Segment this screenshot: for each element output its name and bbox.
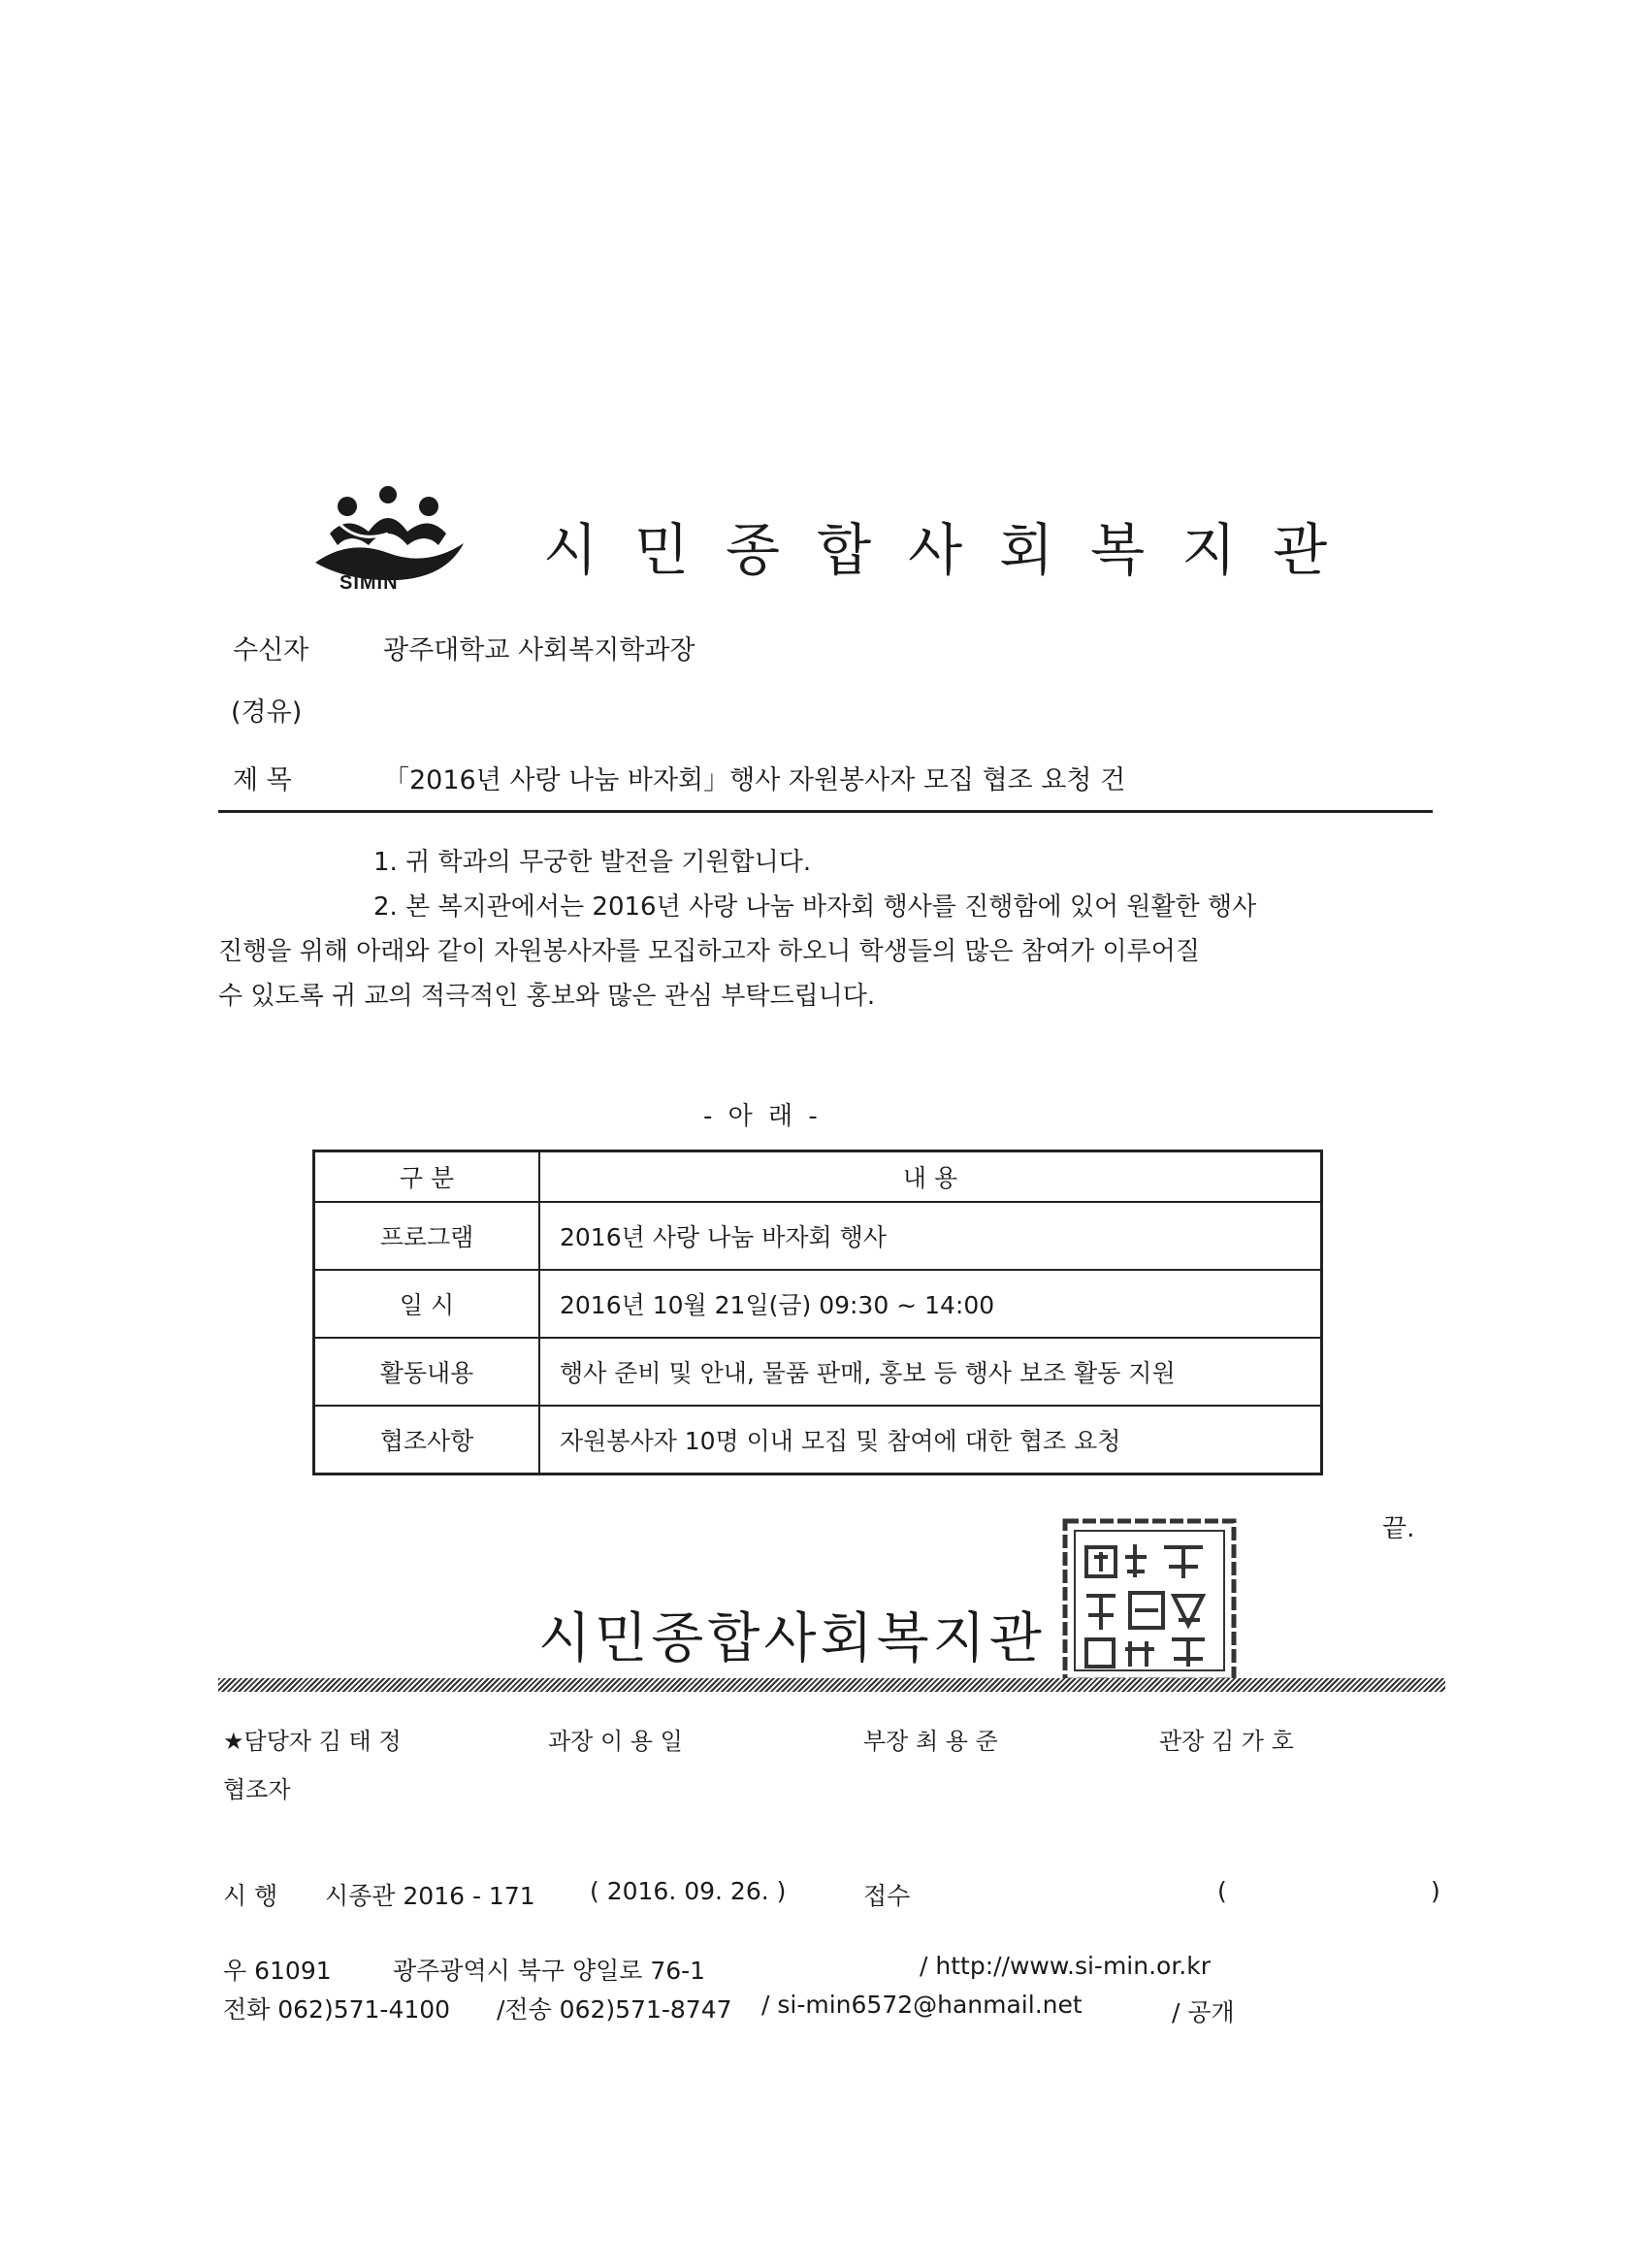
row-value: 행사 준비 및 안내, 물품 판매, 홍보 등 행사 보조 활동 지원 [539,1338,1322,1406]
table-header: 내 용 [539,1151,1322,1203]
recipient-value: 광주대학교 사회복지학과장 [383,635,695,665]
row-label: 일 시 [314,1270,540,1338]
via-label: (경유) [231,697,303,728]
paragraph-1: 1. 귀 학과의 무궁한 발전을 기원합니다. [373,848,812,877]
subject-label: 제 목 [233,765,292,795]
email-link[interactable]: / si-min6572@hanmail.net [761,1991,1083,2019]
row-label: 협조사항 [314,1406,540,1474]
table-row [314,1270,1322,1338]
row-label: 활동내용 [314,1338,540,1406]
postal-code: 우 61091 [223,1957,332,1985]
receipt-label: 접수 [863,1882,911,1910]
body-text [218,840,1421,1019]
staff-cooperator: 협조자 [223,1776,291,1803]
enforce-date: ( 2016. 09. 26. ) [590,1877,787,1905]
recipient-row [233,629,695,666]
paragraph-2-line-1: 2. 본 복지관에서는 2016년 사랑 나눔 바자회 행사를 진행함에 있어 원활한 행사 [373,892,1257,922]
row-value: 2016년 사랑 나눔 바자회 행사 [539,1202,1322,1270]
receipt-open: ( [1217,1877,1227,1905]
staff-manager: ★담당자 김 태 정 [223,1728,402,1755]
subject-value: 「2016년 사랑 나눔 바자회」행사 자원봉사자 모집 협조 요청 건 [383,765,1126,795]
staff-director: 부장 최 용 준 [863,1728,998,1755]
notice-label: - 아 래 - [703,1102,822,1131]
details-table [312,1150,1323,1475]
recipient-label: 수신자 [233,635,309,665]
logo-text: SIMIN [340,572,399,594]
signature-org-name: 시민종합사회복지관 [538,1607,1046,1670]
row-value: 2016년 10월 21일(금) 09:30 ~ 14:00 [539,1270,1322,1338]
staff-head: 관장 김 가 호 [1159,1728,1294,1755]
table-row [314,1406,1322,1474]
table-row [314,1338,1322,1406]
end-mark: 끝. [1382,1514,1415,1543]
row-label: 프로그램 [314,1202,540,1270]
address: 광주광역시 북구 양일로 76-1 [393,1957,706,1985]
org-title: 시민종합사회복지관 [543,517,1365,583]
website-link[interactable]: / http://www.si-min.or.kr [920,1952,1212,1980]
paragraph-2-line-2: 진행을 위해 아래와 같이 자원봉사자를 모집하고자 하오니 학생들의 많은 참여가 이루어질 [218,937,1200,966]
paragraph-2-line-3: 수 있도록 귀 교의 적극적인 홍보와 많은 관심 부탁드립니다. [218,982,876,1011]
fax: /전송 062)571-8747 [497,1995,732,2024]
subject-row [233,759,1125,796]
divider [218,810,1433,813]
table-row [314,1202,1322,1270]
disclosure: / 공개 [1172,1998,1235,2026]
phone: 전화 062)571-4100 [223,1995,451,2024]
table-header: 구 분 [314,1151,540,1203]
official-seal-icon [1057,1513,1242,1688]
enforce-number: 시종관 2016 - 171 [325,1882,535,1910]
enforce-label: 시 행 [223,1882,278,1910]
receipt-close: ) [1431,1877,1440,1905]
hatched-divider [218,1678,1445,1692]
table-header-row [314,1151,1322,1203]
staff-section-chief: 과장 이 용 일 [548,1728,683,1755]
row-value: 자원봉사자 10명 이내 모집 및 참여에 대한 협조 요청 [539,1406,1322,1474]
